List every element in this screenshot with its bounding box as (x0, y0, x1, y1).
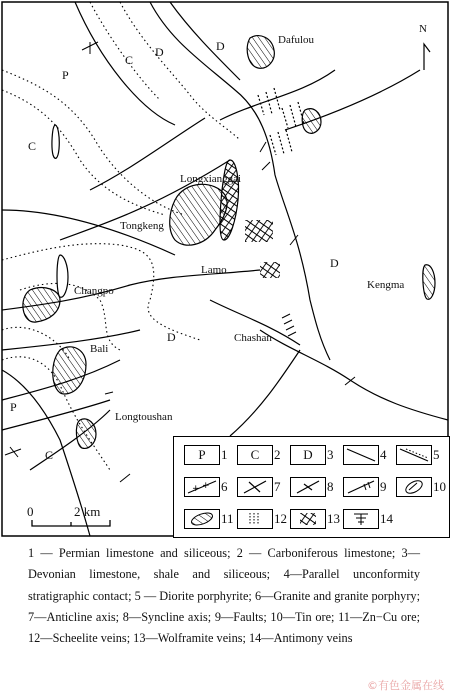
legend-item-diorite-porphyrite (396, 445, 450, 465)
intrusions (23, 36, 435, 449)
scale-bar (32, 520, 110, 526)
legend-number: 11 (221, 511, 234, 526)
unit-label-carboniferous: C (125, 53, 134, 67)
place-kengma: Kengma (367, 279, 405, 291)
place-chashan: Chashan (234, 332, 272, 344)
legend-item-fault (343, 477, 401, 497)
legend-number: 13 (327, 511, 340, 526)
legend-item-unconformity-line (343, 445, 401, 465)
granite-porphyry-icon (184, 477, 220, 497)
scale-zero-label: 0 (27, 504, 34, 519)
legend-number: 5 (433, 447, 440, 462)
legend-item-anticline-axis (237, 477, 295, 497)
place-dafulou: Dafulou (278, 34, 315, 46)
legend-number: 10 (433, 479, 446, 494)
antimony-veins-icon (343, 509, 379, 529)
unit-label-permian: P (62, 68, 69, 82)
diorite-porphyrite-icon (396, 445, 432, 465)
zn-cu-ore-icon (184, 509, 220, 529)
legend-number: 8 (327, 479, 334, 494)
legend-number: 6 (221, 479, 228, 494)
figure-caption: 1 — Permian limestone and siliceous; 2 — Carboniferous limestone; 3—Devonian limestone, shale and siliceous; 4—Parallel unconformity stratigraphic contact; 5 — Diorite porphyrite; 6—Granite and granite porphyry; 7—Anticline axis; 8—Syncline axis; 9—Faults; 10—Tin ore; 11—Zn−Cu ore; 12—Scheelite veins; 13—Wolframite veins; 14—Antimony veins (28, 546, 420, 646)
permian-box-icon: P (184, 445, 220, 465)
svg-text:+: + (202, 481, 210, 491)
legend-number: 1 (221, 447, 228, 462)
scheelite-veins-cluster (258, 88, 304, 155)
legend-number: 2 (274, 447, 281, 462)
legend-item-granite-porphyry (184, 477, 242, 497)
legend-number: 9 (380, 479, 387, 494)
place-longxianggai: Longxianggai (180, 173, 242, 185)
unconformity-line-icon (343, 445, 379, 465)
legend-number: 12 (274, 511, 287, 526)
legend-number: 4 (380, 447, 387, 462)
unit-label-devonian: D (155, 45, 164, 59)
unit-label-devonian: D (167, 330, 176, 344)
place-tongkeng: Tongkeng (120, 220, 164, 232)
wolframite-veins-icon (290, 509, 326, 529)
devonian-box-icon: D (290, 445, 326, 465)
legend-item-devonian-box (290, 445, 348, 465)
unit-label-devonian: D (330, 256, 339, 270)
legend (173, 436, 450, 538)
legend-item-antimony-veins (343, 509, 401, 529)
unit-label-carboniferous: C (45, 448, 54, 462)
legend-number: 7 (274, 479, 281, 494)
place-lamo: Lamo (201, 264, 227, 276)
legend-item-tin-ore (396, 477, 450, 497)
legend-item-permian-box (184, 445, 242, 465)
wolframite-veins-cluster (245, 220, 280, 278)
antimony-veins-cluster (282, 314, 296, 336)
tin-ore-icon (396, 477, 432, 497)
scheelite-veins-icon (237, 509, 273, 529)
legend-item-zn-cu-ore (184, 509, 242, 529)
carboniferous-box-icon: C (237, 445, 273, 465)
north-arrow-icon (424, 44, 430, 70)
legend-item-syncline-axis (290, 477, 348, 497)
north-label: N (419, 23, 427, 35)
legend-item-scheelite-veins (237, 509, 295, 529)
svg-text:+: + (192, 484, 200, 494)
place-longtoushan: Longtoushan (115, 411, 173, 423)
fault-icon (343, 477, 379, 497)
legend-item-carboniferous-box (237, 445, 295, 465)
syncline-axis-icon (290, 477, 326, 497)
legend-number: 14 (380, 511, 393, 526)
unit-label-permian: P (10, 400, 17, 414)
unit-label-carboniferous: C (28, 139, 37, 153)
legend-item-wolframite-veins (290, 509, 348, 529)
legend-number: 3 (327, 447, 334, 462)
scale-distance-label: 2 km (74, 504, 101, 519)
place-bali: Bali (90, 343, 109, 355)
anticline-axis-icon (237, 477, 273, 497)
place-changpo: Changpo (74, 285, 114, 297)
watermark: ©有色金属在线 (367, 679, 444, 692)
unit-label-devonian: D (216, 39, 225, 53)
